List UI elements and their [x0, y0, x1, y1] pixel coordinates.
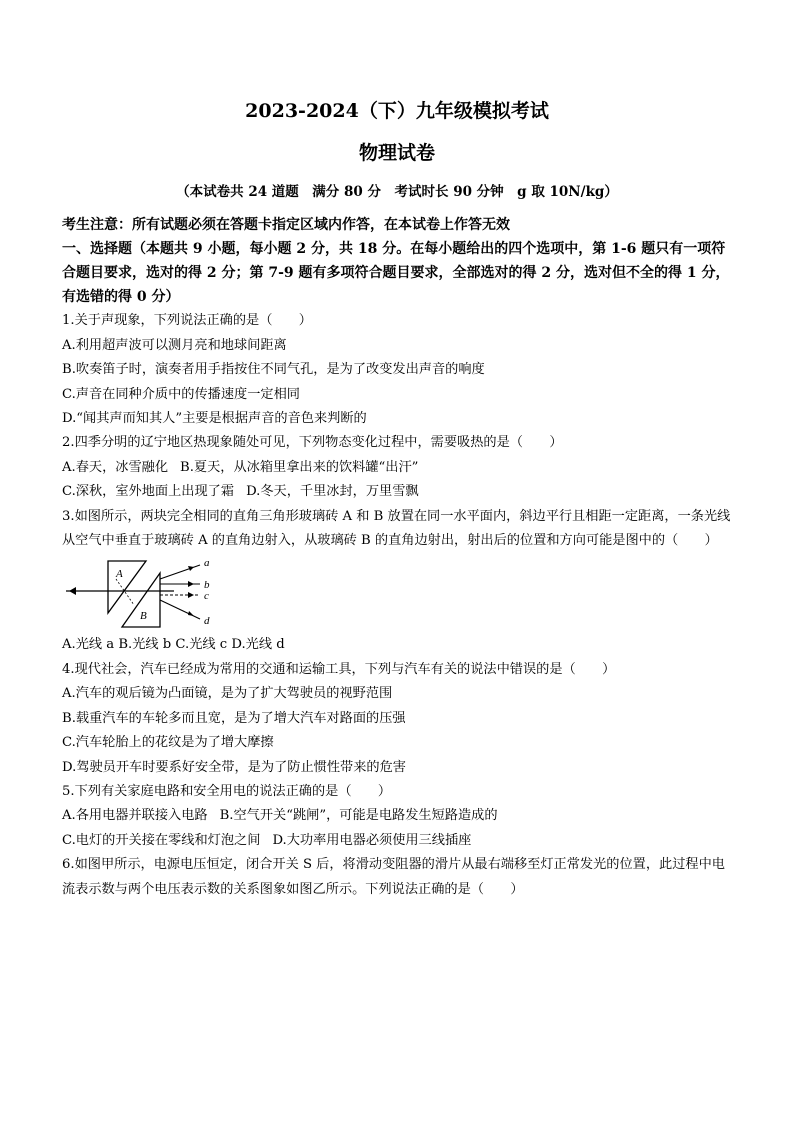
label-ray-a: a [204, 557, 210, 570]
q1-stem: 1.关于声现象，下列说法正确的是（ ） [62, 313, 312, 329]
q2-stem: 2.四季分明的辽宁地区热现象随处可见，下列物态变化过程中，需要吸热的是（ ） [62, 435, 563, 451]
ray-d [160, 600, 200, 619]
q2-options-row2 [62, 480, 736, 504]
ray-arrow-in [69, 587, 76, 595]
q5-options-row1 [62, 804, 736, 828]
q3-options: A.光线 a B.光线 b C.光线 c D.光线 d [62, 637, 285, 653]
q1-option-c: C.声音在同种介质中的传播速度一定相同 [62, 386, 300, 402]
label-ray-c: c [204, 590, 209, 603]
prism-a [108, 561, 146, 613]
exam-content [62, 213, 736, 902]
label-ray-b: b [204, 579, 210, 592]
q4-option-d: D.驾驶员开车时要系好安全带，是为了防止惯性带来的危害 [62, 759, 406, 775]
ray-a [160, 565, 200, 579]
section-heading: 一、选择题（本题共 9 小题，每小题 2 分，共 18 分。在每小题给出的四个选项中，第 1-6 题只有一项符合题目要求，选对的得 2 分；第 7-9 题有多项符合题目要求，全部选对的得 2 分，选对但不全的得 1 分，有选错的得 0 分） [62, 241, 730, 306]
label-ray-d: d [204, 615, 210, 628]
q5-stem: 5.下列有关家庭电路和安全用电的说法正确的是（ ） [62, 783, 392, 799]
q4-stem: 4.现代社会，汽车已经成为常用的交通和运输工具，下列与汽车有关的说法中错误的是（ ） [62, 661, 616, 677]
label-a-prism: A [116, 568, 123, 581]
q6-stem: 6.如图甲所示，电源电压恒定，闭合开关 S 后，将滑动变阻器的滑片从最右端移至灯正常发光的位置，此过程中电流表示数与两个电压表示数的关系图象如图乙所示。下列说法正确的是（ ） [62, 857, 725, 897]
subject-title: 物理试卷 [358, 142, 435, 164]
q3-figure [62, 553, 736, 633]
q3-stem: 3.如图所示，两块完全相同的直角三角形玻璃砖 A 和 B 放置在同一水平面内，斜边平行且相距一定距离，一条光线从空气中垂直于玻璃砖 A 的直角边射入，从玻璃砖 B 的直角边射出，射出后的位置和方向可能是图中的（ ） [62, 508, 731, 549]
q2-option-b: B.夏天，从冰箱里拿出来的饮料罐“出汗” [180, 459, 419, 475]
q4-option-a: A.汽车的观后镜为凸面镜，是为了扩大驾驶员的视野范围 [62, 686, 393, 702]
q5-option-c: C.电灯的开关接在零线和灯泡之间 [62, 832, 261, 848]
prism-diagram [64, 557, 224, 633]
q5-option-a: A.各用电器并联接入电路 [62, 808, 208, 824]
q2-option-a: A.春天，冰雪融化 [62, 459, 169, 475]
q5-options-row2 [62, 829, 736, 853]
q2-option-c: C.深秋，室外地面上出现了霜 [62, 484, 235, 500]
exam-info: （本试卷共 24 道题 满分 80 分 考试时长 90 分钟 g 取 10N/kg） [176, 184, 618, 200]
notice: 考生注意：所有试题必须在答题卡指定区域内作答，在本试卷上作答无效 [62, 217, 510, 233]
q5-option-d: D.大功率用电器必须使用三线插座 [272, 832, 472, 848]
q1-option-d: D.“闻其声而知其人”主要是根据声音的音色来判断的 [62, 411, 367, 427]
q2-options-row1 [62, 456, 736, 480]
q4-option-b: B.载重汽车的车轮多而且宽，是为了增大汽车对路面的压强 [62, 710, 406, 726]
q1-option-b: B.吹奏笛子时，演奏者用手指按住不同气孔，是为了改变发出声音的响度 [62, 362, 485, 378]
label-b-prism: B [140, 610, 147, 623]
q2-option-d: D.冬天，千里冰封，万里雪飘 [246, 484, 419, 500]
q1-option-a: A.利用超声波可以测月亮和地球间距离 [62, 337, 287, 353]
q4-option-c: C.汽车轮胎上的花纹是为了增大摩擦 [62, 735, 274, 751]
exam-title: 2023-2024（下）九年级模拟考试 [245, 100, 549, 122]
q5-option-b: B.空气开关“跳闸”，可能是电路发生短路造成的 [219, 808, 498, 824]
